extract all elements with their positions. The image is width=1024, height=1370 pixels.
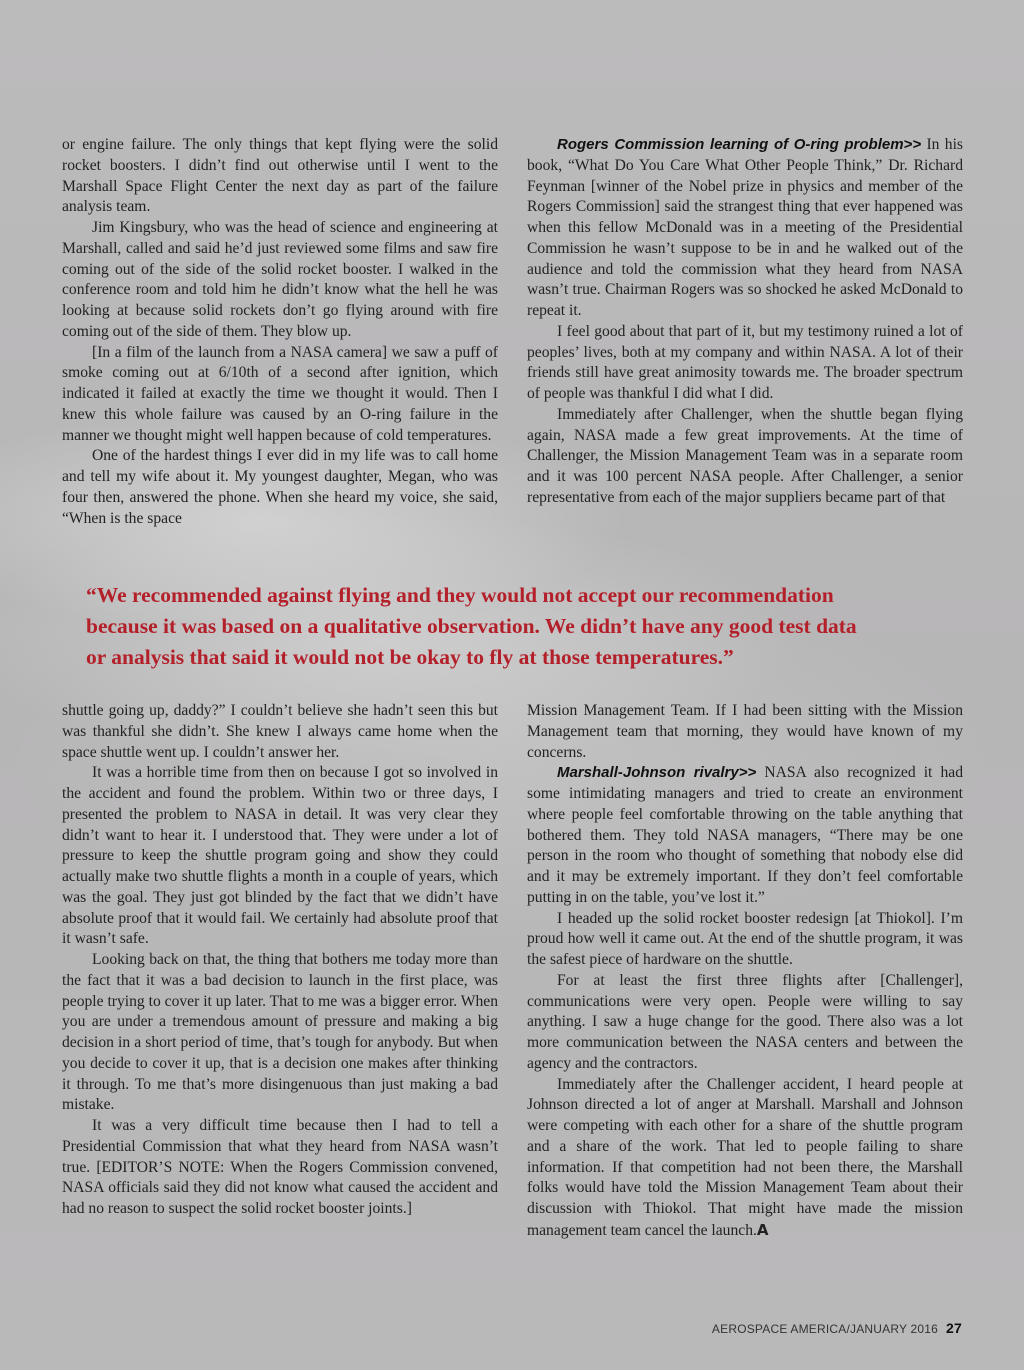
paragraph: Looking back on that, the thing that bothers me today more than the fact that it was a bad decision to launch in the first place, was people trying to cover it up later. That to me was a bigger error. When you are under a tremendous amount of pressure and making a big decision in a short period of time, that’s tough for anybody. But when you decide to cover it up, that is a decision one makes after thinking it through. To me that’s more disingenuous than just making a bad mistake. — [62, 951, 498, 1114]
end-mark-icon: A — [756, 1220, 769, 1239]
paragraph: For at least the first three flights after [Challenger], communications were very open. People were willing to say anything. I saw a huge change for the good. There also was a lot more communication between the NASA centers and between the agency and the contractors. — [527, 971, 963, 1072]
paragraph: Mission Management Team. If I had been sitting with the Mission Management team that morning, they would have known of my concerns. — [527, 702, 963, 761]
pull-quote-line: “We recommended against flying and they would not accept our recommendation — [86, 583, 834, 607]
paragraph-text: NASA also recognized it had some intimidating managers and tried to create an environment where people feel comfortable throwing on the table anything that bothered them. They told NASA managers, “There may be one person in the room who thought of something that nobody else did and it may be extremely important. If they don’t feel comfortable putting in on the table, you’ve lost it.” — [527, 764, 963, 906]
article-column-bottom-left — [62, 701, 498, 1220]
paragraph: [In a film of the launch from a NASA camera] we saw a puff of smoke coming out at 6/10th of a second after ignition, which indicated it failed at exactly the time we thought it would. Then I knew this whole failure was caused by an O-ring failure in the manner we thought might well happen because of cold temperatures. — [62, 343, 498, 444]
paragraph: shuttle going up, daddy?” I couldn’t believe she hadn’t seen this but was thankful she didn’t. She knew I always came home when the space shuttle went up. I couldn’t answer her. — [62, 702, 498, 761]
pull-quote-line: or analysis that said it would not be okay to fly at those temperatures.” — [86, 645, 734, 669]
article-column-top-right — [527, 135, 963, 570]
publication-name: AEROSPACE AMERICA/JANUARY 2016 — [711, 1322, 939, 1336]
paragraph: I feel good about that part of it, but my testimony ruined a lot of peoples’ lives, both at my company and within NASA. A lot of their friends still have great animosity towards me. The broader spectrum of people was thankful I did what I did. — [527, 322, 963, 402]
pull-quote — [86, 580, 946, 673]
page-number: 27 — [946, 1320, 962, 1336]
paragraph: or engine failure. The only things that kept flying were the solid rocket boosters. I didn’t find out otherwise until I went to the Marshall Space Flight Center the next day as part of the failure analysis team. — [62, 136, 498, 216]
paragraph: I headed up the solid rocket booster redesign [at Thiokol]. I’m proud how well it came out. At the end of the shuttle program, it was the safest piece of hardware on the shuttle. — [527, 909, 963, 968]
article-column-bottom-right — [527, 701, 963, 1242]
paragraph — [527, 763, 963, 908]
paragraph-text: In his book, “What Do You Care What Other People Think,” Dr. Richard Feynman [winner of the Nobel prize in physics and member of the Rogers Commission] said the strangest thing that ever happened was when this fellow McDonald was in a meeting of the Presidential Commission he wasn’t suppose to be in and he walked out of the audience and told the commission what they heard from NASA wasn’t true. Chairman Rogers was so shocked he asked McDonald to repeat it. — [527, 136, 963, 319]
paragraph-text: Immediately after the Challenger accident, I heard people at Johnson directed a lot of anger at Marshall. Marshall and Johnson were competing with each other for a share of the shuttle program and a share of the work. That led to people failing to share information. If that competition had not been there, the Marshall folks would have told the Mission Management Team about their discussion with Thiokol. That might have made the mission management team cancel the launch. — [527, 1075, 963, 1239]
paragraph: Immediately after Challenger, when the shuttle began flying again, NASA made a few great improvements. At the time of Challenger, the Mission Management Team was in a separate room and it was 100 percent NASA people. After Challenger, a senior representative from each of the major suppliers became part of that — [527, 405, 963, 506]
article-column-top-left — [62, 135, 498, 570]
paragraph — [527, 135, 963, 322]
section-subhead: Marshall-Johnson rivalry>> — [557, 764, 757, 782]
pull-quote-line: because it was based on a qualitative observation. We didn’t have any good test data — [86, 614, 857, 638]
section-subhead: Rogers Commission learning of O-ring problem>> — [557, 136, 922, 153]
paragraph: Jim Kingsbury, who was the head of science and engineering at Marshall, called and said he’d just reviewed some films and saw fire coming out of the side of the solid rocket booster. I walked in the conference room and told him he didn’t know what the hell he was looking at because solid rockets don’t go flying around with fire coming out of the side of them. They blow up. — [62, 219, 498, 340]
paragraph: One of the hardest things I ever did in my life was to call home and tell my wife about it. My youngest daughter, Megan, who was four then, answered the phone. When she heard my voice, she said, “When is the space — [62, 447, 498, 527]
page-footer — [712, 1320, 962, 1336]
paragraph: It was a horrible time from then on because I got so involved in the accident and found the problem. Within two or three days, I presented the problem to NASA in detail. It was very clear they didn’t want to hear it. I understood that. They were under a lot of pressure to keep the shuttle program going and show they could actually make two shuttle flights a month in a couple of years, which was the goal. They just got blinded by the fact that we didn’t have absolute proof that it would fail. We certainly had absolute proof that it wasn’t safe. — [62, 764, 498, 948]
paragraph — [527, 1075, 963, 1242]
paragraph: It was a very difficult time because then I had to tell a Presidential Commission that what they heard from NASA wasn’t true. [EDITOR’S NOTE: When the Rogers Commission convened, NASA officials said they did not know what caused the accident and had no reason to suspect the solid rocket booster joints.] — [62, 1117, 498, 1217]
